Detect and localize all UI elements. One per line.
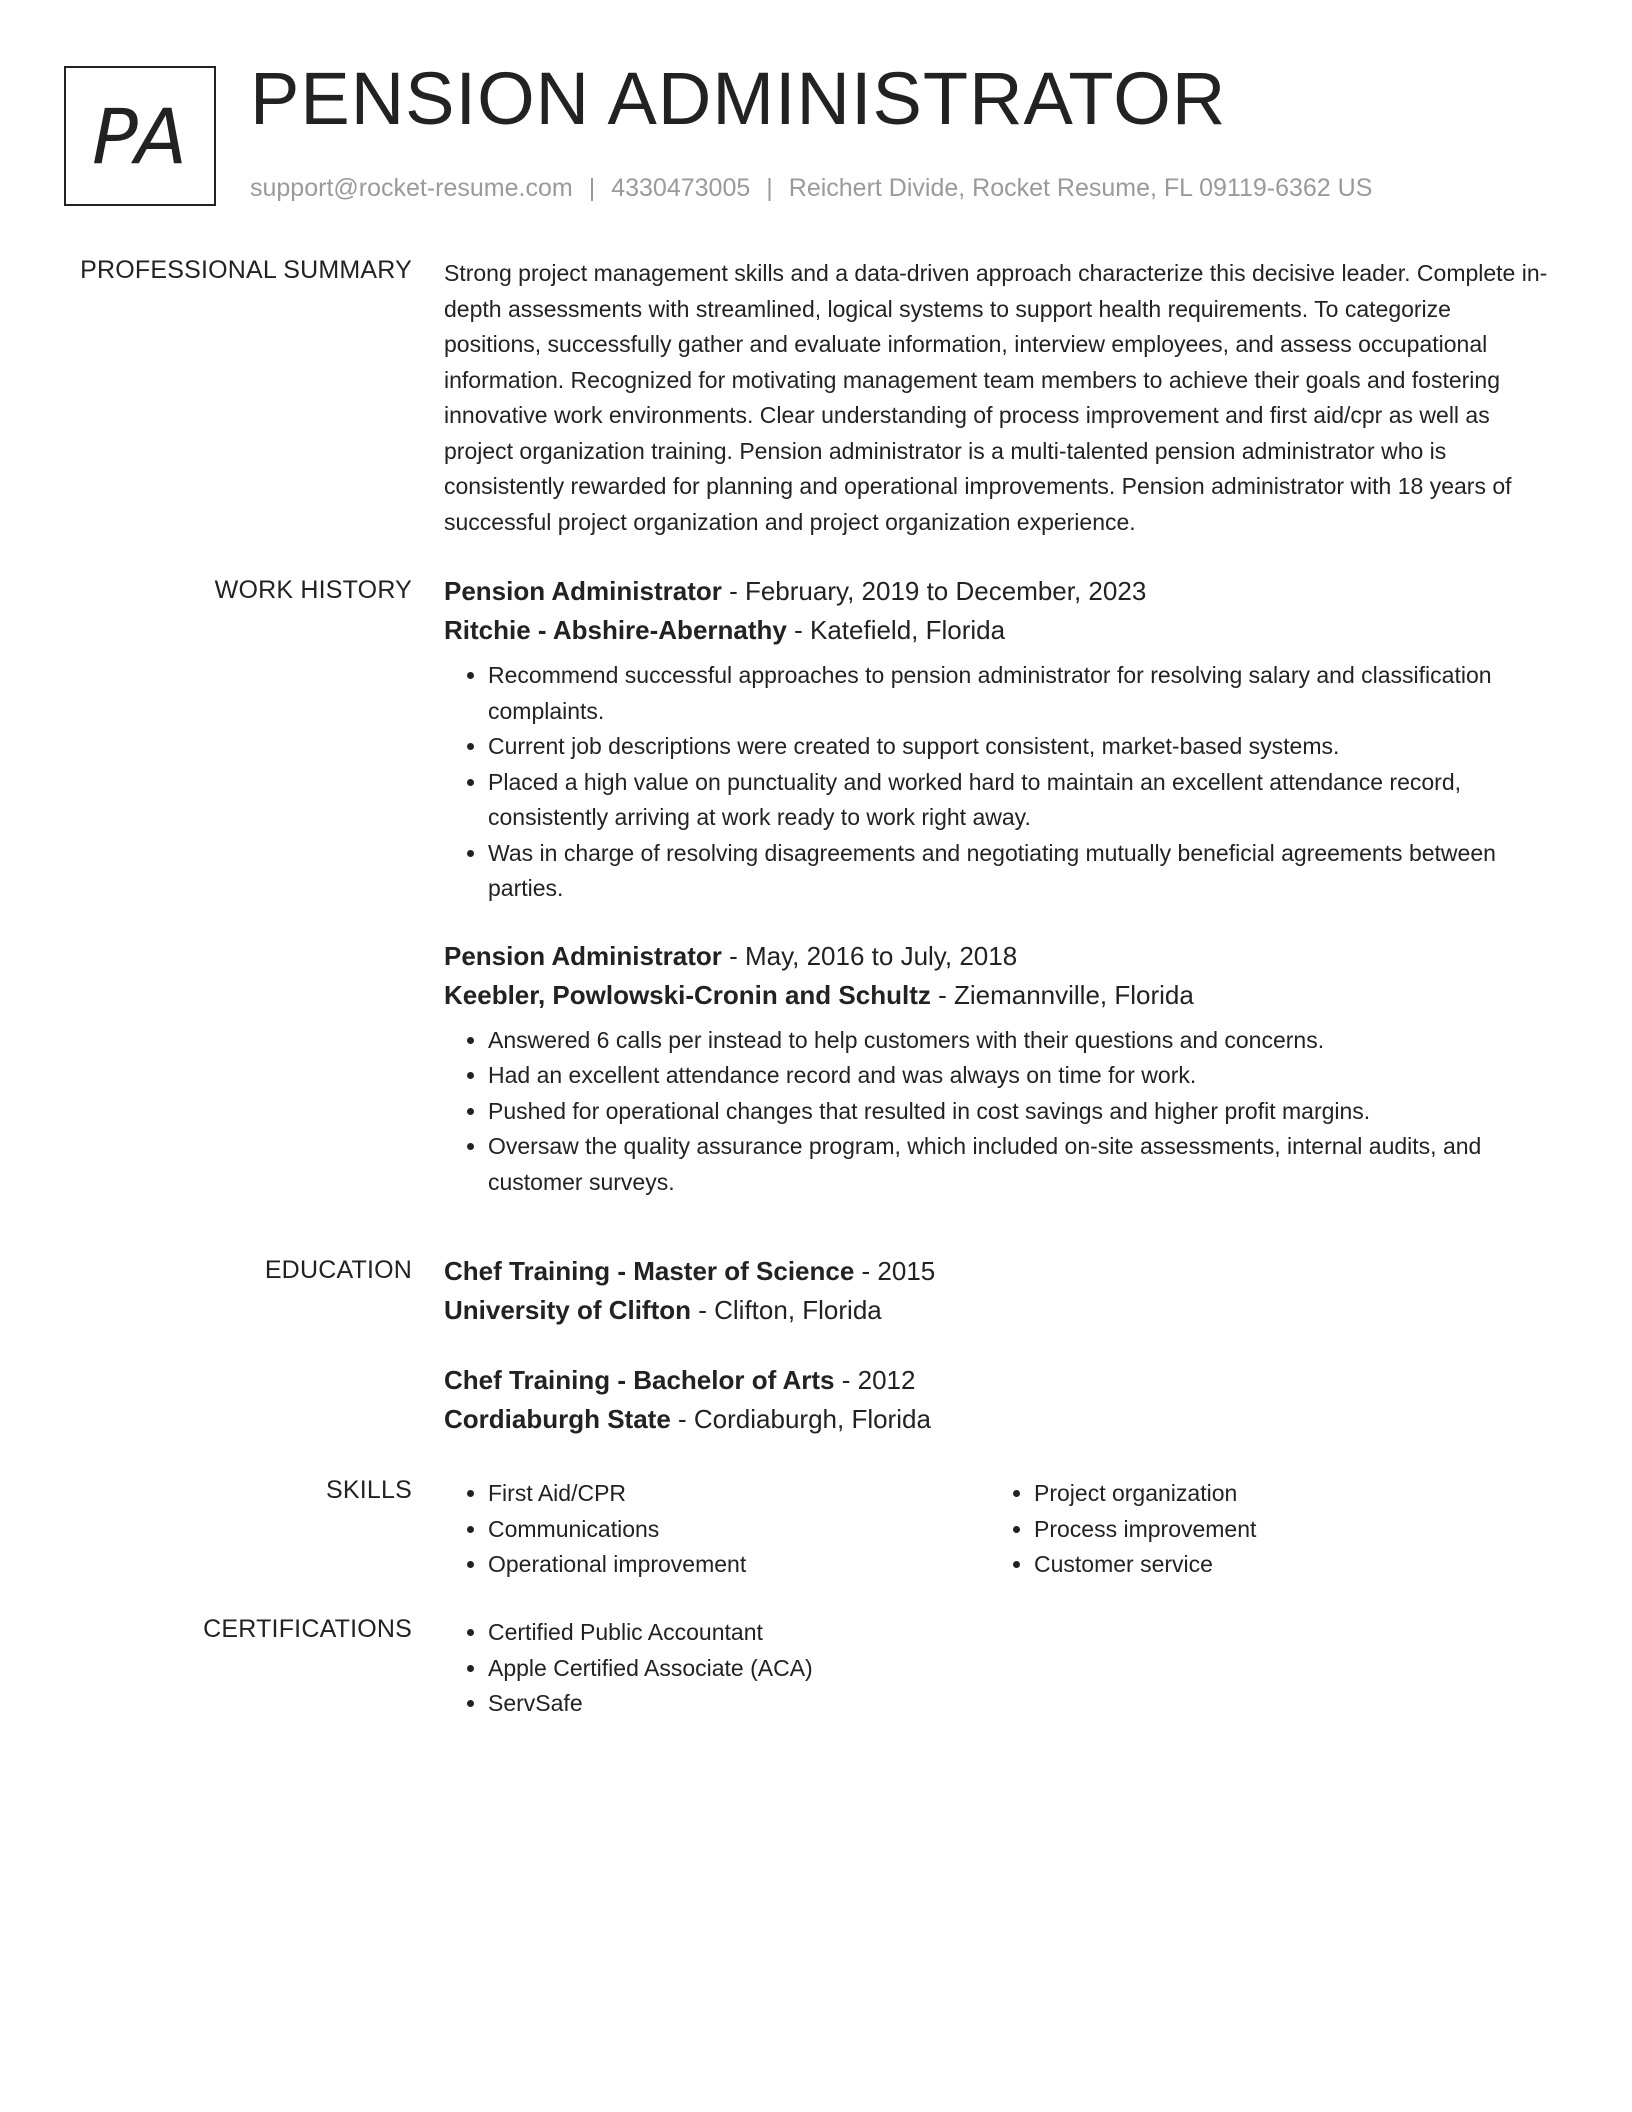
contact-address: Reichert Divide, Rocket Resume, FL 09119-6362 US [788, 174, 1373, 202]
job-bullet: • Oversaw the quality assurance program, which included on-site assessments, internal audits, and customer surveys. [488, 1129, 1554, 1200]
job-entry [444, 937, 1554, 1201]
job-bullet: • Was in charge of resolving disagreements and negotiating mutually beneficial agreements between parties. [488, 836, 1554, 907]
job-bullet: • Answered 6 calls per instead to help customers with their questions and concerns. [488, 1023, 1554, 1059]
job-bullet: • Pushed for operational changes that resulted in cost savings and higher profit margins. [488, 1094, 1554, 1130]
skill-item: • Customer service [1034, 1547, 1536, 1583]
contact-separator: | [766, 174, 773, 202]
job-company-line [444, 976, 1554, 1015]
job-company: Keebler, Powlowski-Cronin and Schultz [444, 979, 931, 1010]
job-title-line [444, 572, 1554, 611]
skill-item: • Project organization [1034, 1476, 1536, 1512]
education-entry [444, 1361, 1554, 1439]
job-role: Pension Administrator [444, 576, 722, 606]
education-location: - Cordiaburgh, Florida [670, 1404, 931, 1434]
certification-item: • Certified Public Accountant [488, 1615, 1554, 1651]
education-location: - Clifton, Florida [691, 1295, 882, 1325]
job-bullets [444, 658, 1554, 907]
skills-columns [444, 1476, 1554, 1583]
skill-item: • Communications [488, 1512, 990, 1548]
skills-column-2 [990, 1476, 1536, 1583]
education-school-line [444, 1400, 1554, 1439]
education-year: - 2012 [834, 1365, 916, 1395]
job-bullet: • Had an excellent attendance record and was always on time for work. [488, 1058, 1554, 1094]
work-history-list [444, 572, 1554, 1200]
contact-separator: | [588, 174, 596, 202]
job-bullets [444, 1023, 1554, 1201]
education-degree-line [444, 1361, 1554, 1400]
education-degree: Chef Training - Master of Science [444, 1256, 855, 1286]
job-location: - Katefield, Florida [786, 615, 1006, 645]
section-title-work-history: WORK HISTORY [214, 576, 412, 604]
education-year: - 2015 [854, 1256, 936, 1286]
summary-text: Strong project management skills and a data-driven approach characterize this decisive leader. Complete in-depth assessments with streamlined, logical systems to support health requirements. To categorize positions, successfully gather and evaluate information, interview employees, and assess occupational information. Recognized for motivating management team members to achieve their goals and fostering innovative work environments. Clear understanding of process improvement and first aid/cpr as well as project organization training. Pension administrator is a multi-talented pension administrator who is consistently rewarded for planning and operational improvements. Pension administrator with 18 years of successful project organization and project organization experience. [444, 260, 1548, 535]
job-bullet: • Current job descriptions were created to support consistent, market-based systems. [488, 729, 1554, 765]
certification-items [444, 1615, 1554, 1722]
job-bullet: • Recommend successful approaches to pension administrator for resolving salary and classification complaints. [488, 658, 1554, 729]
skills-column-1 [444, 1476, 990, 1583]
education-degree-line [444, 1252, 1554, 1291]
skill-item: • First Aid/CPR [488, 1476, 990, 1512]
job-bullet: • Placed a high value on punctuality and worked hard to maintain an excellent attendance record, consistently arriving at work ready to work right away. [488, 765, 1554, 836]
contact-line [250, 174, 1372, 203]
monogram-initials: PA [91, 91, 189, 181]
job-dates: - February, 2019 to December, 2023 [721, 576, 1147, 606]
monogram-badge [64, 66, 216, 206]
skills-list [444, 1476, 1554, 1583]
job-title-line [444, 937, 1554, 976]
candidate-name: PENSION ADMINISTRATOR [250, 57, 1227, 140]
contact-email[interactable]: support@rocket-resume.com [250, 174, 573, 202]
section-title-summary: PROFESSIONAL SUMMARY [80, 256, 412, 284]
job-company: Ritchie - Abshire-Abernathy [444, 615, 787, 645]
section-title-certifications: CERTIFICATIONS [203, 1615, 412, 1643]
contact-phone[interactable]: 4330473005 [611, 174, 751, 202]
job-company-line [444, 611, 1554, 650]
section-title-education: EDUCATION [264, 1256, 412, 1284]
certification-item: • ServSafe [488, 1686, 1554, 1722]
skill-item: • Operational improvement [488, 1547, 990, 1583]
certification-item: • Apple Certified Associate (ACA) [488, 1651, 1554, 1687]
education-school-line [444, 1291, 1554, 1330]
section-title-skills: SKILLS [326, 1476, 412, 1504]
education-school: Cordiaburgh State [444, 1404, 671, 1434]
education-entry [444, 1252, 1554, 1330]
job-dates: - May, 2016 to July, 2018 [721, 940, 1018, 971]
certifications-list [444, 1615, 1554, 1722]
job-role: Pension Administrator [444, 940, 722, 971]
education-degree: Chef Training - Bachelor of Arts [444, 1365, 835, 1395]
education-list [444, 1252, 1554, 1439]
education-school: University of Clifton [444, 1295, 692, 1325]
skill-item: • Process improvement [1034, 1512, 1536, 1548]
job-entry [444, 572, 1554, 907]
job-location: - Ziemannville, Florida [930, 979, 1194, 1010]
